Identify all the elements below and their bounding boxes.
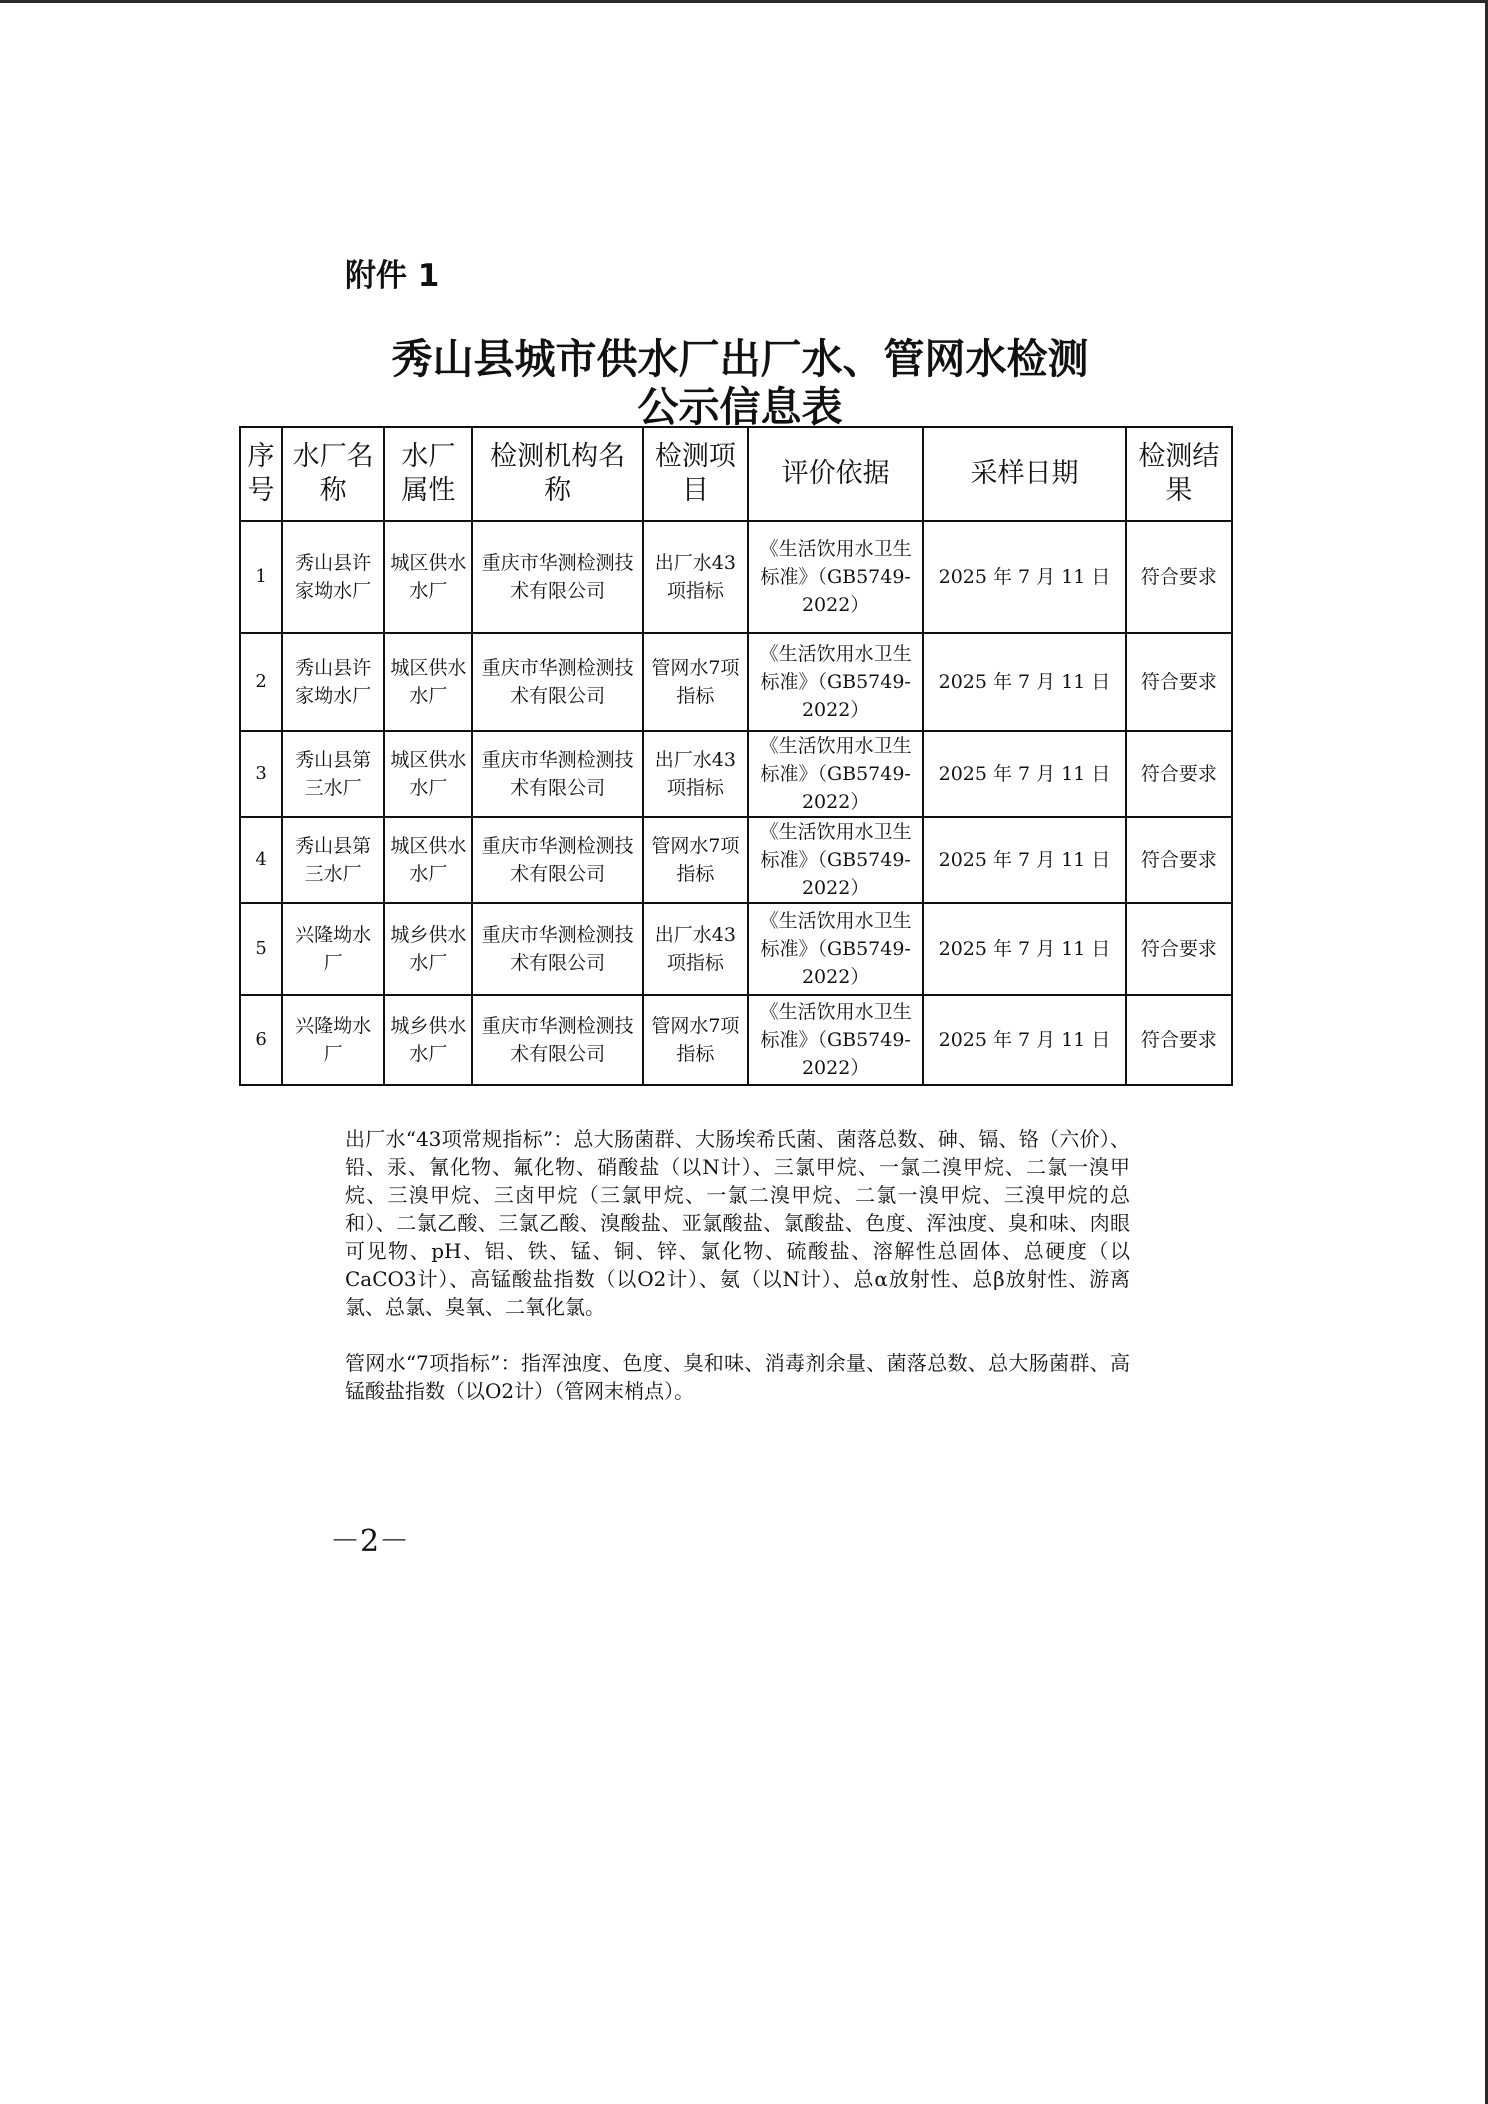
cell-standard: 《生活饮用水卫生标准》（GB5749-2022）: [748, 731, 923, 817]
cell-sample-date: 2025 年 7 月 11 日: [923, 633, 1125, 731]
cell-test-item: 管网水7项指标: [643, 817, 748, 903]
cell-seq: 1: [240, 521, 282, 633]
table-row: [240, 633, 1232, 731]
cell-standard: 《生活饮用水卫生标准》（GB5749-2022）: [748, 521, 923, 633]
cell-plant-type: 城乡供水水厂: [384, 903, 472, 995]
table-row: [240, 817, 1232, 903]
cell-sample-date: 2025 年 7 月 11 日: [923, 903, 1125, 995]
cell-agency: 重庆市华测检测技术有限公司: [472, 521, 642, 633]
cell-test-item: 管网水7项指标: [643, 633, 748, 731]
test-results-table: [239, 426, 1233, 1086]
cell-plant-type: 城乡供水水厂: [384, 995, 472, 1085]
header-plant-type: 水厂属性: [384, 427, 472, 521]
cell-agency: 重庆市华测检测技术有限公司: [472, 817, 642, 903]
cell-sample-date: 2025 年 7 月 11 日: [923, 731, 1125, 817]
cell-sample-date: 2025 年 7 月 11 日: [923, 521, 1125, 633]
table-row: [240, 995, 1232, 1085]
cell-plant-type: 城区供水水厂: [384, 817, 472, 903]
cell-result: 符合要求: [1126, 633, 1232, 731]
cell-plant-type: 城区供水水厂: [384, 731, 472, 817]
cell-standard: 《生活饮用水卫生标准》（GB5749-2022）: [748, 995, 923, 1085]
table-header-row: [240, 427, 1232, 521]
cell-test-item: 出厂水43项指标: [643, 731, 748, 817]
cell-test-item: 管网水7项指标: [643, 995, 748, 1085]
cell-sample-date: 2025 年 7 月 11 日: [923, 817, 1125, 903]
header-agency: 检测机构名称: [472, 427, 642, 521]
note-factory-water-indicators: 出厂水“43项常规指标”：总大肠菌群、大肠埃希氏菌、菌落总数、砷、镉、铬（六价）、铅、汞、氰化物、氟化物、硝酸盐（以N计）、三氯甲烷、一氯二溴甲烷、二氯一溴甲烷、三溴甲烷、三卤甲烷（三氯甲烷、一氯二溴甲烷、二氯一溴甲烷、三溴甲烷的总和）、二氯乙酸、三氯乙酸、溴酸盐、亚氯酸盐、氯酸盐、色度、浑浊度、臭和味、肉眼可见物、pH、铝、铁、锰、铜、锌、氯化物、硫酸盐、溶解性总固体、总硬度（以CaCO3计）、高锰酸盐指数（以O2计）、氨（以N计）、总α放射性、总β放射性、游离氯、总氯、臭氧、二氧化氯。: [345, 1127, 1130, 1319]
cell-seq: 2: [240, 633, 282, 731]
cell-agency: 重庆市华测检测技术有限公司: [472, 731, 642, 817]
cell-result: 符合要求: [1126, 817, 1232, 903]
cell-result: 符合要求: [1126, 731, 1232, 817]
cell-agency: 重庆市华测检测技术有限公司: [472, 995, 642, 1085]
cell-result: 符合要求: [1126, 995, 1232, 1085]
header-sample-date: 采样日期: [923, 427, 1125, 521]
document-title: [180, 335, 1300, 431]
cell-plant-type: 城区供水水厂: [384, 521, 472, 633]
page-number: －2－: [330, 1524, 410, 1559]
cell-plant-name: 兴隆坳水厂: [282, 903, 384, 995]
cell-plant-name: 兴隆坳水厂: [282, 995, 384, 1085]
cell-test-item: 出厂水43项指标: [643, 903, 748, 995]
cell-plant-name: 秀山县第三水厂: [282, 817, 384, 903]
cell-standard: 《生活饮用水卫生标准》（GB5749-2022）: [748, 633, 923, 731]
cell-plant-name: 秀山县第三水厂: [282, 731, 384, 817]
cell-agency: 重庆市华测检测技术有限公司: [472, 903, 642, 995]
table-row: [240, 731, 1232, 817]
table-row: [240, 521, 1232, 633]
note-network-water-indicators: 管网水“7项指标”：指浑浊度、色度、臭和味、消毒剂余量、菌落总数、总大肠菌群、高锰酸盐指数（以O2计）（管网末梢点）。: [345, 1351, 1130, 1403]
cell-seq: 3: [240, 731, 282, 817]
header-seq: 序号: [240, 427, 282, 521]
attachment-label: 附件 1: [345, 258, 440, 294]
cell-result: 符合要求: [1126, 521, 1232, 633]
cell-plant-type: 城区供水水厂: [384, 633, 472, 731]
page-border-top: [0, 0, 1488, 3]
header-result: 检测结果: [1126, 427, 1232, 521]
notes-section: [345, 1125, 1130, 1405]
cell-seq: 6: [240, 995, 282, 1085]
cell-standard: 《生活饮用水卫生标准》（GB5749-2022）: [748, 817, 923, 903]
cell-result: 符合要求: [1126, 903, 1232, 995]
table-row: [240, 903, 1232, 995]
header-plant-name: 水厂名称: [282, 427, 384, 521]
cell-plant-name: 秀山县许家坳水厂: [282, 521, 384, 633]
cell-sample-date: 2025 年 7 月 11 日: [923, 995, 1125, 1085]
cell-seq: 5: [240, 903, 282, 995]
cell-seq: 4: [240, 817, 282, 903]
cell-test-item: 出厂水43项指标: [643, 521, 748, 633]
cell-agency: 重庆市华测检测技术有限公司: [472, 633, 642, 731]
document-title-line-2: 公示信息表: [637, 383, 843, 431]
header-test-item: 检测项目: [643, 427, 748, 521]
cell-plant-name: 秀山县许家坳水厂: [282, 633, 384, 731]
document-title-line-1: 秀山县城市供水厂出厂水、管网水检测: [391, 335, 1089, 383]
header-standard: 评价依据: [748, 427, 923, 521]
cell-standard: 《生活饮用水卫生标准》（GB5749-2022）: [748, 903, 923, 995]
